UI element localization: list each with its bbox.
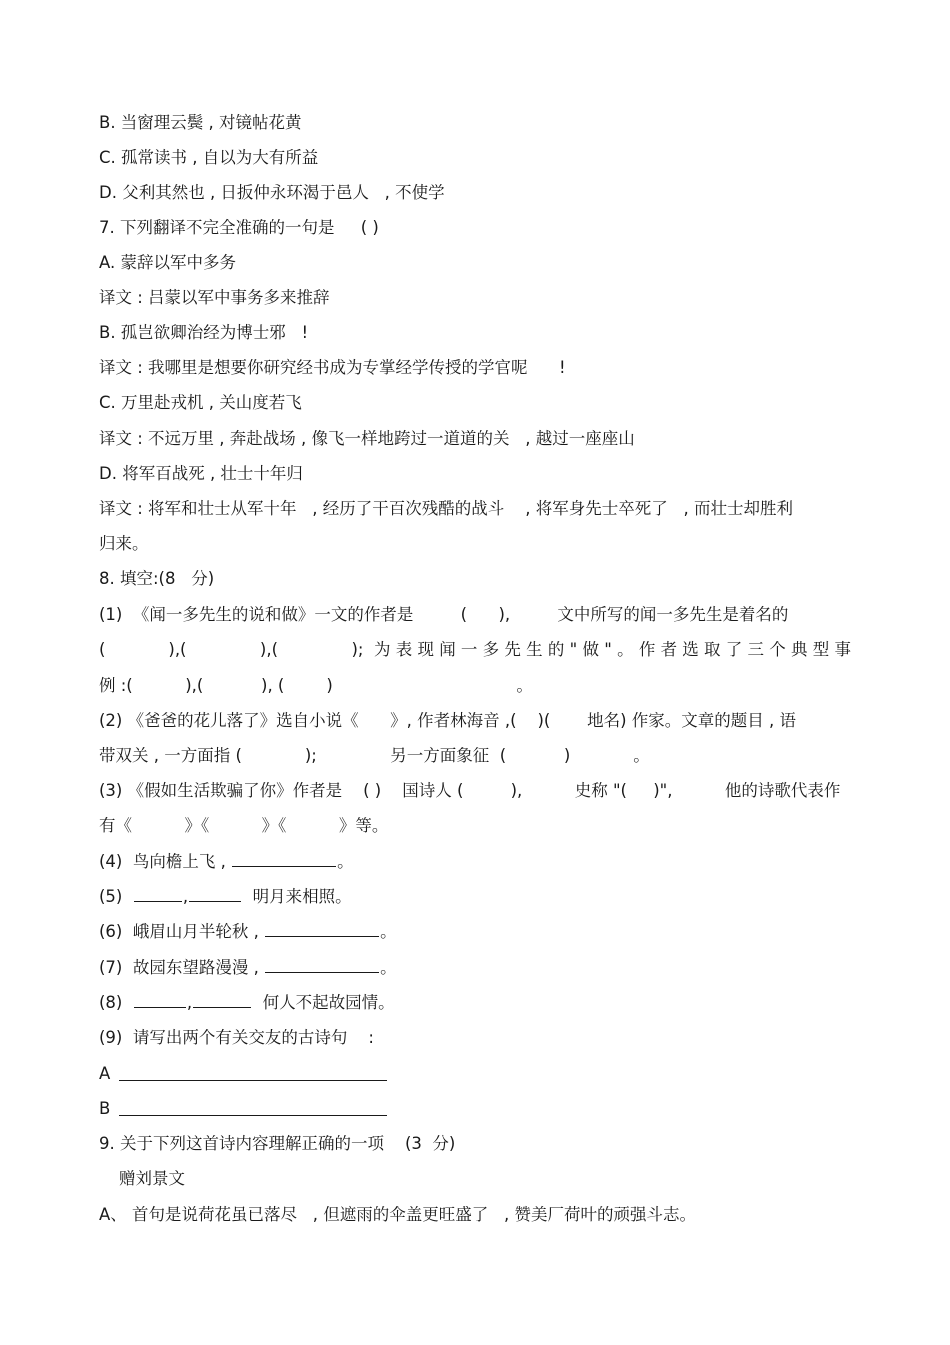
q8-item-7-end: 。 [380,958,397,977]
q9-option-a: A、 首句是说荷花虽已落尽 , 但遮雨的伞盖更旺盛了 , 赞美厂荷叶的顽强斗志。 [99,1205,696,1224]
answer-a-line[interactable] [119,1080,387,1081]
q8-item-3-line-2: 有《 》《 》《 》等。 [99,816,389,835]
q8-item-7-text: (7) 故园东望路漫漫 , [99,958,265,977]
q8-item-1-line-1: (1) 《闻一多先生的说和做》一文的作者是 ( ), 文中所写的闻一多先生是着名的 [99,605,789,624]
q8-item-4-end: 。 [337,852,354,871]
q8-item-4 [99,851,354,873]
q7-option-d-translation-cont: 归来。 [99,534,149,553]
poem-title: 赠刘景文 [119,1169,185,1188]
q8-item-1-line-2: ( ),( ),( ); 为 表 现 闻 一 多 先 生 的 " 做 " 。 作 者 选 取 了 三 个 典 型 事 [99,640,852,659]
q7-option-a: A. 蒙辞以军中多务 [99,253,236,272]
q8-item-3-line-1: (3) 《假如生活欺骗了你》作者是 ( ) 国诗人 ( ), 史称 "( )", 他的诗歌代表作 [99,781,841,800]
q7-option-c: C. 万里赴戎机 , 关山度若飞 [99,393,302,412]
question-8-title: 8. 填空:(8 分) [99,569,215,588]
q8-item-5-blank-1[interactable] [134,886,182,902]
option-b-line: B. 当窗理云鬓 , 对镜帖花黄 [99,113,302,132]
option-d-line: D. 父利其然也 , 日扳仲永环渴于邑人 , 不使学 [99,183,445,202]
q8-item-6-text: (6) 峨眉山月半轮秋 , [99,922,265,941]
q8-item-8-comma: , [186,993,193,1012]
option-c-line: C. 孤常读书 , 自以为大有所益 [99,148,319,167]
q8-item-5-text: 明月来相照。 [242,887,352,906]
q8-item-5-comma: , [182,887,189,906]
q8-item-8-blank-2[interactable] [193,992,251,1008]
q7-option-d-translation: 译文 : 将军和壮士从军十年 , 经历了干百次残酷的战斗 , 将军身先士卒死了 , 而壮士却胜利 [99,499,793,518]
q8-item-8 [99,992,395,1014]
q7-option-b-translation: 译文 : 我哪里是想要你研究经书成为专掌经学传授的学官呢 ! [99,358,566,377]
q8-item-4-blank[interactable] [232,851,336,867]
q7-option-b: B. 孤岂欲卿治经为博士邪 ! [99,323,309,342]
answer-a-label: A [99,1064,111,1083]
q8-item-5-label: (5) [99,887,133,906]
q7-option-c-translation: 译文 : 不远万里 , 奔赴战场 , 像飞一样地跨过一道道的关 , 越过一座座山 [99,429,635,448]
answer-b-label: B [99,1099,111,1118]
q8-item-7 [99,957,397,979]
q8-item-6-end: 。 [380,922,397,941]
q8-item-2-line-2: 带双关 , 一方面指 ( ); 另一方面象征 ( ) 。 [99,746,650,765]
q8-item-5-blank-2[interactable] [189,886,241,902]
answer-b-line[interactable] [119,1115,387,1116]
question-7-title: 7. 下列翻译不完全准确的一句是 ( ) [99,218,379,237]
q8-item-8-label: (8) [99,993,133,1012]
q8-item-8-blank-1[interactable] [134,992,186,1008]
q7-option-a-translation: 译文 : 吕蒙以军中事务多来推辞 [99,288,330,307]
q8-item-5 [99,886,352,908]
q8-item-2-line-1: (2) 《爸爸的花儿落了》选自小说《 》, 作者林海音 ,( )( 地名) 作家。文章的题目 , 语 [99,711,796,730]
q8-item-4-text: (4) 鸟向檐上飞 , [99,852,232,871]
q7-option-d: D. 将军百战死 , 壮士十年归 [99,464,303,483]
q8-item-1-line-3: 例 :( ),( ), ( ) 。 [99,676,533,695]
q8-item-8-text: 何人不起故园情。 [252,993,395,1012]
question-9-title: 9. 关于下列这首诗内容理解正确的一项 (3 分) [99,1134,456,1153]
q8-item-7-blank[interactable] [265,957,379,973]
q8-item-6-blank[interactable] [265,921,379,937]
q8-item-9: (9) 请写出两个有关交友的古诗句 : [99,1028,374,1047]
q8-item-6 [99,921,397,943]
